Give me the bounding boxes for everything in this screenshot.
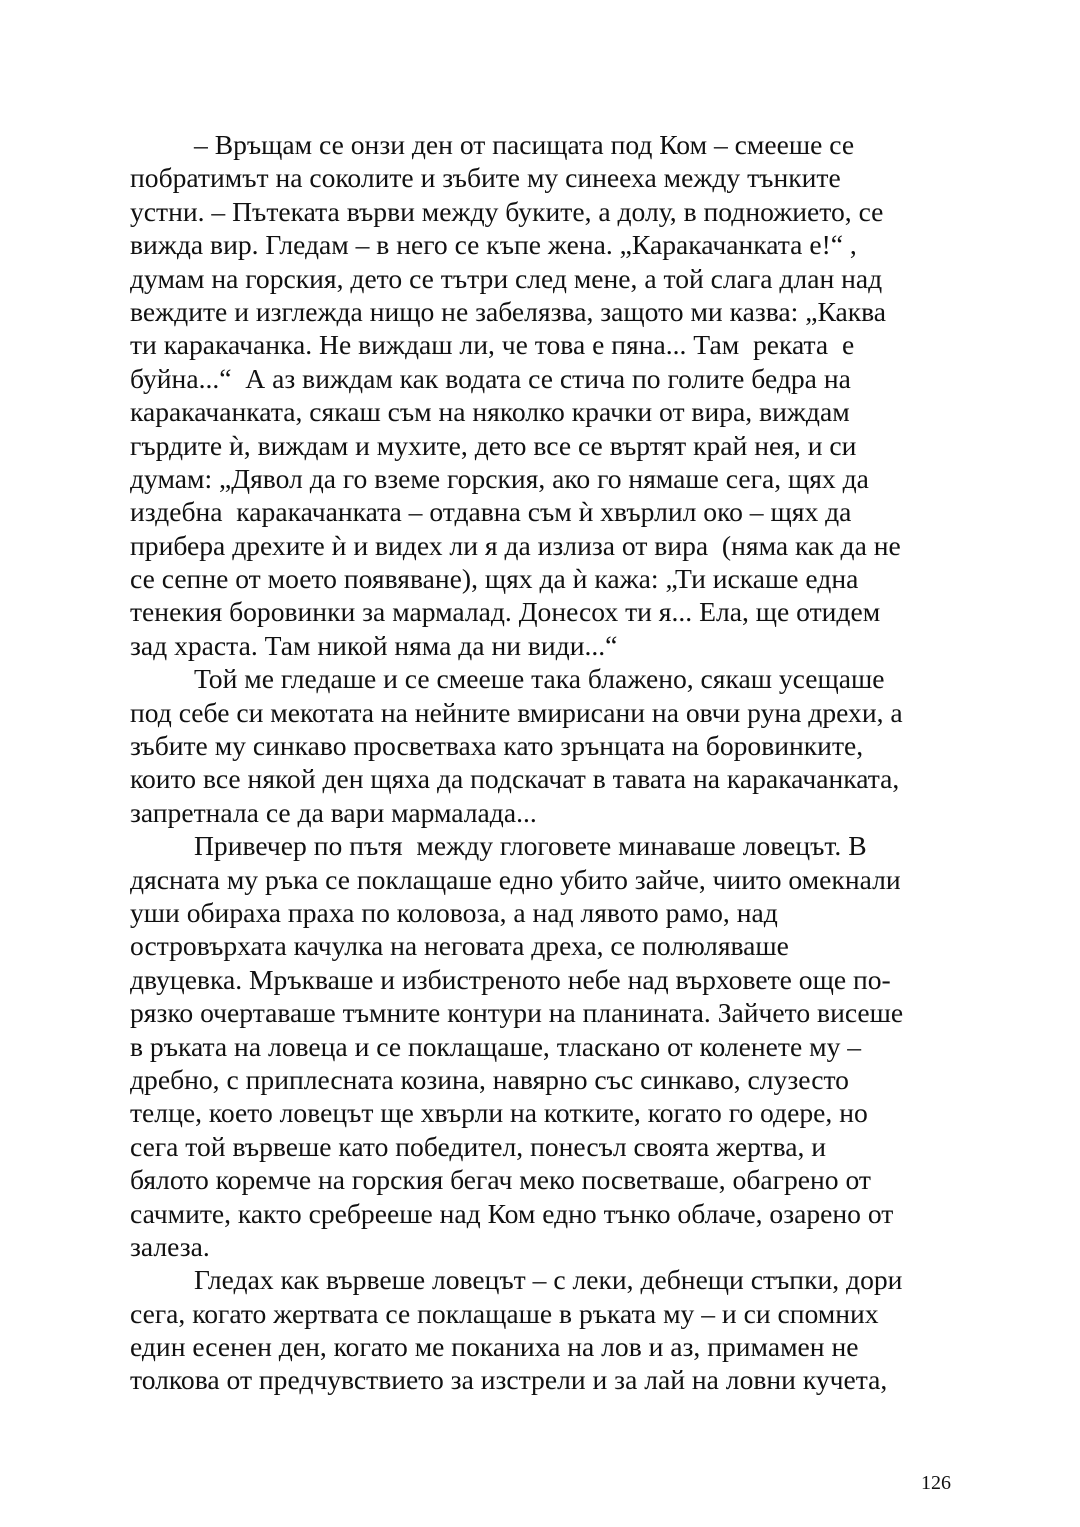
text-line: каракачанката, сякаш съм на няколко крачки от вира, виждам	[130, 396, 850, 428]
text-line: бялото коремче на горския бегач меко посветваше, обагрено от	[130, 1164, 871, 1196]
text-line: ти каракачанка. Не виждаш ли, че това е пяна... Там реката е	[130, 329, 855, 361]
text-line: двуцевка. Мръкваше и избистреното небе над върховете още по-	[130, 963, 891, 995]
text-line: тенекия боровинки за мармалад. Донесох ти я... Ела, ще отидем	[130, 596, 881, 628]
text-line: сега той вървеше като победител, понесъл своята жертва, и	[130, 1130, 827, 1162]
text-line: уши обираха праха по коловоза, а над лявото рамо, над	[130, 896, 778, 928]
text-line: побратимът на соколите и зъбите му синееха между тънките	[130, 162, 841, 194]
body-text	[130, 128, 952, 1397]
text-line: под себе си мекотата на нейните вмирисани на овчи руна дрехи, а	[130, 696, 903, 728]
text-line: толкова от предчувствието за изстрели и за лай на ловни кучета,	[130, 1364, 888, 1396]
text-line: думам на горския, дето се тътри след мене, а той слага длан над	[130, 262, 883, 294]
text-line: в ръката на ловеца и се поклащаше, тласкано от коленете му –	[130, 1030, 862, 1062]
page-number: 126	[921, 1472, 951, 1494]
paragraph-first-line: – Връщам се онзи ден от пасищата под Ком – смееше се	[194, 129, 855, 160]
text-line: дребно, с приплесната козина, навярно със синкаво, слузесто	[130, 1063, 849, 1095]
text-line: един есенен ден, когато ме поканиха на лов и аз, примамен не	[130, 1331, 859, 1363]
paragraph-first-line: Привечер по пътя между глоговете минаваше ловецът. В	[194, 830, 867, 862]
text-line: дясната му ръка се поклащаше едно убито зайче, чиито омекнали	[130, 863, 901, 895]
paragraph-first-line: Той ме гледаше и се смееше така блажено, сякаш усещаше	[194, 663, 885, 695]
text-line: залеза.	[130, 1230, 210, 1262]
text-line: буйна...“ А аз виждам как водата се стича по голите бедра на	[130, 362, 851, 394]
text-line: рязко очертаваше тъмните контури на планината. Зайчето висеше	[130, 997, 904, 1029]
text-line: зад храста. Там никой няма да ни види...“	[130, 629, 618, 661]
paragraph-first-line: Гледах как вървеше ловецът – с леки, дебнещи стъпки, дори	[194, 1264, 903, 1296]
text-line: устни. – Пътеката върви между буките, а долу, в подножието, се	[130, 195, 884, 227]
text-line: телце, което ловецът ще хвърли на котките, когато го одере, но	[130, 1097, 868, 1129]
text-line: гърдите ѝ, виждам и мухите, дето все се въртят край нея, и си	[130, 429, 857, 461]
text-line: островърхата качулка на неговата дреха, се полюляваше	[130, 930, 789, 962]
text-line: сачмите, както сребрееше над Ком едно тънко облаче, озарено от	[130, 1197, 894, 1229]
text-line: сега, когато жертвата се поклащаше в ръката му – и си спомних	[130, 1297, 879, 1329]
text-line: които все някой ден щяха да подскачат в тавата на каракачанката,	[130, 763, 900, 795]
text-line: веждите и изглежда нищо не забелязва, защото ми казва: „Каква	[130, 295, 887, 327]
text-line: издебна каракачанката – отдавна съм ѝ хвърлил око – щях да	[130, 496, 852, 528]
text-line: прибера дрехите ѝ и видех ли я да излиза от вира (няма как да не	[130, 529, 901, 561]
text-line: запретнала се да вари мармалада...	[130, 796, 537, 828]
text-line: се сепне от моето появяване), щях да ѝ кажа: „Ти искаше една	[130, 563, 859, 595]
text-line: думам: „Дявол да го вземе горския, ако го нямаше сега, щях да	[130, 462, 869, 494]
text-line: зъбите му синкаво просветваха като зрънцата на боровинките,	[130, 730, 864, 762]
text-line: вижда вир. Гледам – в него се къпе жена. „Каракачанката е!“ ,	[130, 229, 857, 261]
